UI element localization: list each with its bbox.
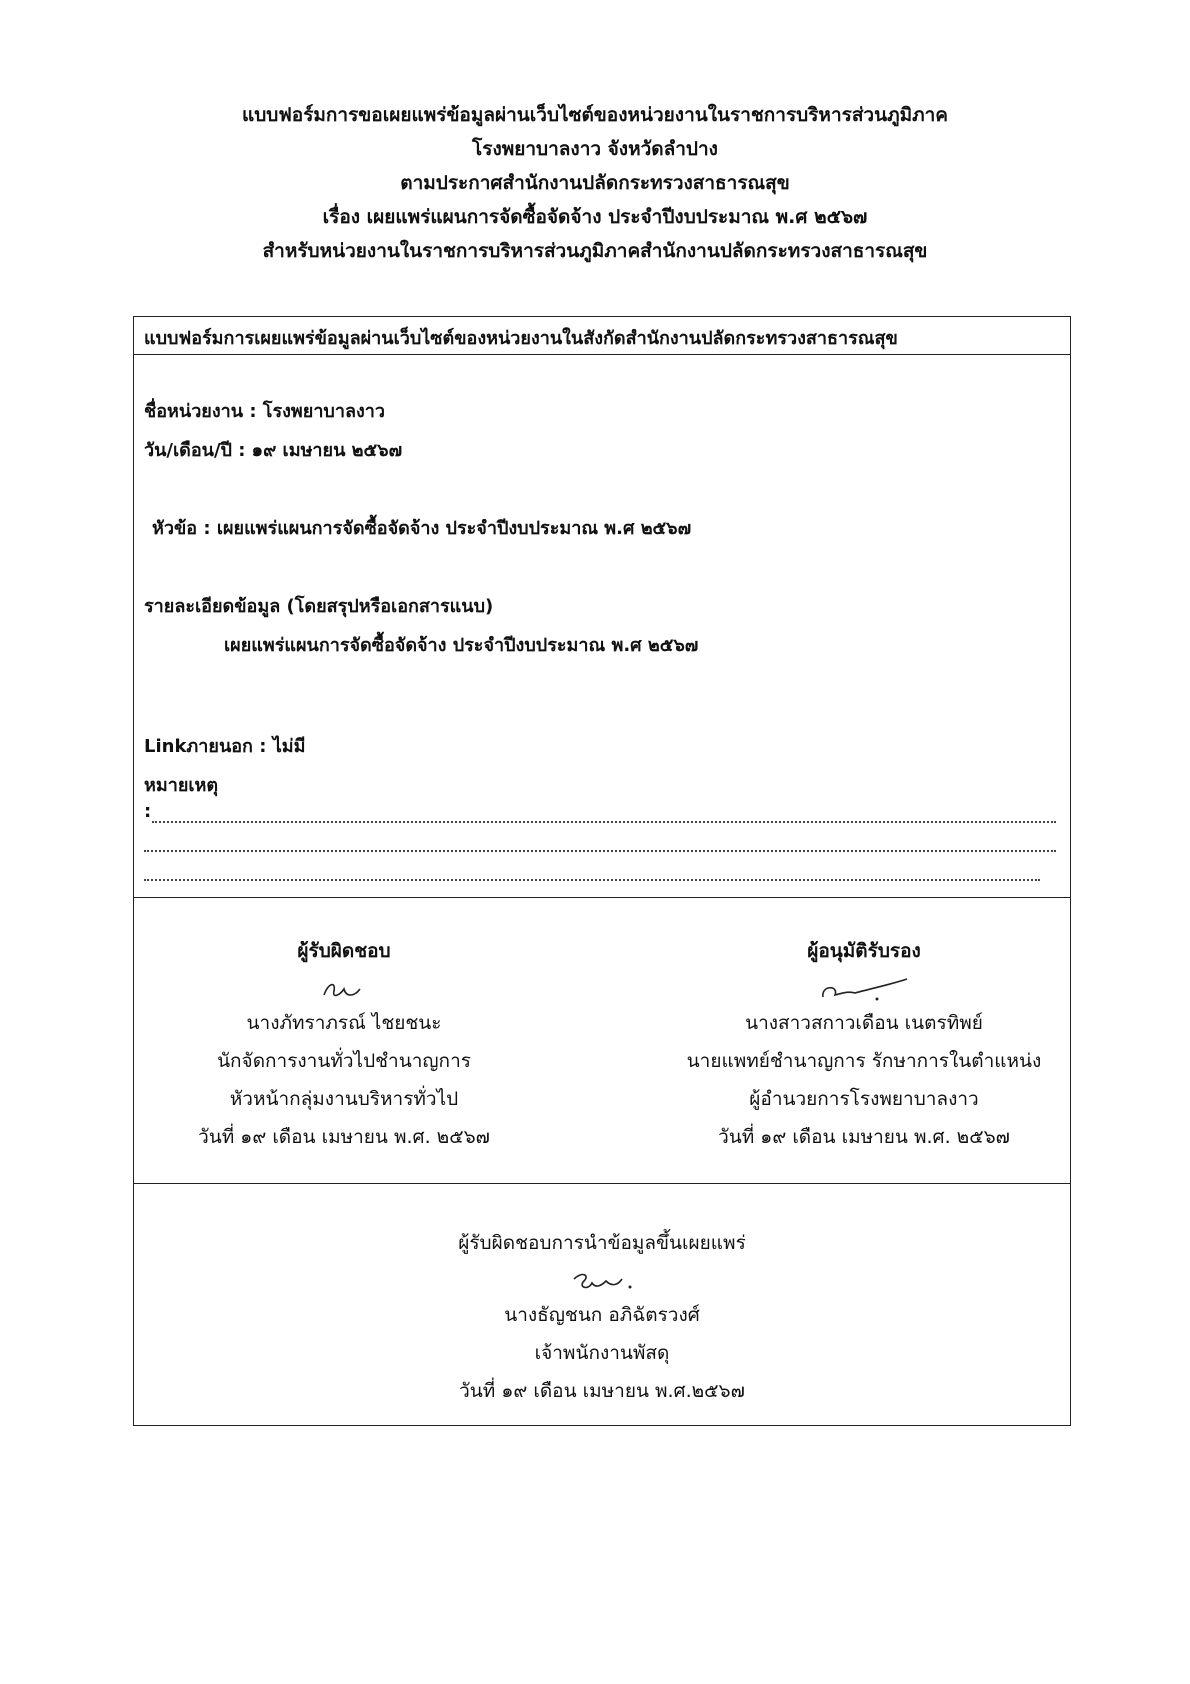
detail-text: เผยแพร่แผนการจัดซื้อจัดจ้าง ประจำปีงบประมาณ พ.ศ ๒๕๖๗ [224, 635, 699, 656]
publisher-position: เจ้าพนักงานพัสดุ [534, 1342, 670, 1364]
header-line-5: สำหรับหน่วยงานในราชการบริหารส่วนภูมิภาคสำนักงานปลัดกระทรวงสาธารณสุข [262, 240, 928, 262]
approver-name: นางสาวสกาวเดือน เนตรทิพย์ [745, 1012, 983, 1034]
responsible-position: นักจัดการงานทั่วไปชำนาญการ [217, 1050, 471, 1072]
publisher-section [134, 1183, 1070, 1427]
approver-role: ผู้อนุมัติรับรอง [807, 940, 921, 962]
detail-label: รายละเอียดข้อมูล (โดยสรุปหรือเอกสารแนบ) [144, 596, 494, 617]
publisher-name: นางธัญชนก อภิฉัตรวงศ์ [504, 1304, 700, 1326]
unit-name: ชื่อหน่วยงาน : โรงพยาบาลงาว [144, 401, 385, 422]
responsible-role: ผู้รับผิดชอบ [297, 940, 391, 962]
approver-position: นายแพทย์ชำนาญการ รักษาการในตำแหน่ง [686, 1050, 1042, 1072]
approver-signature [674, 970, 1054, 1004]
responsible-block [174, 898, 514, 1156]
responsible-name: นางภัทราภรณ์ ไชยชนะ [246, 1012, 442, 1034]
header-line-3: ตามประกาศสำนักงานปลัดกระทรวงสาธารณสุข [400, 172, 790, 194]
form-date: วัน/เดือน/ปี : ๑๙ เมษายน ๒๕๖๗ [144, 440, 403, 461]
publication-form [133, 316, 1071, 1426]
remark-line-2 [144, 850, 1056, 852]
responsible-date: วันที่ ๑๙ เดือน เมษายน พ.ศ. ๒๕๖๗ [198, 1126, 490, 1148]
publisher-block [134, 1224, 1070, 1410]
header-line-2: โรงพยาบาลงาว จังหวัดลำปาง [472, 138, 718, 160]
header-line-1: แบบฟอร์มการขอเผยแพร่ข้อมูลผ่านเว็บไซต์ของหน่วยงานในราชการบริหารส่วนภูมิภาค [241, 104, 949, 126]
publisher-signature [134, 1262, 1070, 1296]
document-header [0, 98, 1190, 268]
responsible-position-2: หัวหน้ากลุ่มงานบริหารทั่วไป [229, 1088, 459, 1110]
approver-block [674, 898, 1054, 1156]
external-link: Linkภายนอก : ไม่มี [144, 736, 306, 757]
approver-date: วันที่ ๑๙ เดือน เมษายน พ.ศ. ๒๕๖๗ [718, 1126, 1010, 1148]
responsible-signature [174, 970, 514, 1004]
form-title: แบบฟอร์มการเผยแพร่ข้อมูลผ่านเว็บไซต์ของหน่วยงานในสังกัดสำนักงานปลัดกระทรวงสาธารณสุข [144, 328, 898, 349]
topic: หัวข้อ : เผยแพร่แผนการจัดซื้อจัดจ้าง ประจำปีงบประมาณ พ.ศ ๒๕๖๗ [152, 518, 692, 539]
remark-colon: : [144, 801, 152, 822]
form-title-section [134, 317, 1070, 354]
remark-line-1 [152, 821, 1056, 823]
signature-section [134, 897, 1070, 1183]
remark-line-3 [144, 879, 1040, 881]
publisher-role: ผู้รับผิดชอบการนำข้อมูลขึ้นเผยแพร่ [458, 1232, 746, 1254]
form-detail-section [134, 354, 1070, 897]
remark-label: หมายเหตุ [144, 775, 219, 796]
header-line-4: เรื่อง เผยแพร่แผนการจัดซื้อจัดจ้าง ประจำปีงบประมาณ พ.ศ ๒๕๖๗ [322, 206, 868, 228]
approver-position-2: ผู้อำนวยการโรงพยาบาลงาว [749, 1088, 979, 1110]
publisher-date: วันที่ ๑๙ เดือน เมษายน พ.ศ.๒๕๖๗ [459, 1380, 745, 1402]
